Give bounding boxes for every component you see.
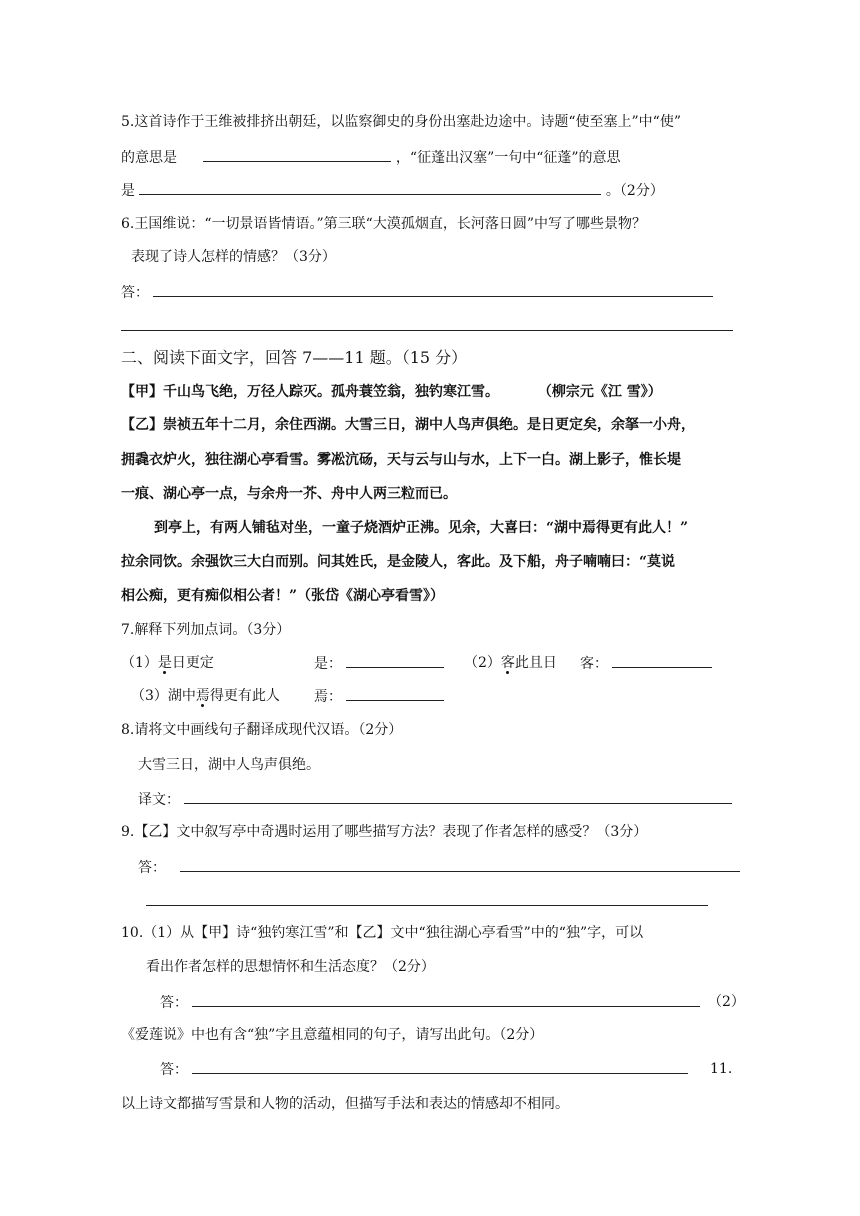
- q11-line1: 以上诗文都描写雪景和人物的活动，但描写手法和表达的情感却不相同。: [121, 1096, 569, 1112]
- q6-line1: 6.王国维说：“一切景语皆情语。”第三联“大漠孤烟直，长河落日圆”中写了哪些景物？: [121, 216, 646, 232]
- q9-answer-line-2[interactable]: [146, 905, 708, 906]
- q7-item1-blank[interactable]: [346, 653, 444, 668]
- q5-line3: [121, 180, 664, 201]
- q8-answer: [138, 789, 732, 810]
- yi-line6: 相公痴，更有痴似相公者！”（张岱《湖心亭看雪》）: [121, 588, 445, 604]
- q9-answer-label: 答：: [138, 860, 166, 876]
- q5-blank-zhengpeng[interactable]: [139, 180, 601, 195]
- q7-item3-answer: [314, 686, 444, 707]
- q10-answer1-label: 答：: [160, 995, 188, 1011]
- q7-item3-blank[interactable]: [346, 686, 444, 701]
- yi-line4: 到亭上，有两人铺毡对坐，一童子烧酒炉正沸。见余，大喜曰：“湖中焉得更有此人！”: [154, 520, 689, 536]
- q7-title: 7.解释下列加点词。（3分）: [121, 622, 291, 638]
- jia-poem: [121, 382, 662, 402]
- q7-item3-label: 焉：: [314, 689, 342, 705]
- q5-line1: 5.这首诗作于王维被排挤出朝廷，以监察御史的身份出塞赴边途中。诗题“使至塞上”中“使”: [121, 114, 681, 130]
- q7-item2-label: 客：: [580, 656, 608, 672]
- yi-line5: 拉余同饮。余强饮三大白而别。问其姓氏，是金陵人，客此。及下船，舟子喃喃曰：“莫说: [121, 554, 676, 570]
- q6-answer: [121, 282, 713, 303]
- q10-line1: 10.（1）从【甲】诗“独钓寒江雪”和【乙】文中“独往湖心亭看雪”中的“独”字，可以: [121, 925, 644, 941]
- q7-item1-dotted: 是: [157, 655, 172, 671]
- q5-line2-text-a: 的意思是: [121, 150, 177, 166]
- q6-answer-line-1[interactable]: [153, 282, 713, 297]
- yi-line2: 拥毳衣炉火，独往湖心亭看雪。雾凇沆砀，天与云与山与水，上下一白。湖上影子，惟长堤: [121, 452, 681, 468]
- q10-answer2-blank[interactable]: [192, 1059, 688, 1074]
- q10-answer1: [160, 992, 700, 1013]
- section2-heading: 二、阅读下面文字，回答 7——11 题。（15 分）: [121, 348, 468, 367]
- q6-answer-label: 答：: [121, 285, 149, 301]
- q10-line2: 看出作者怎样的思想情怀和生活态度？（2分）: [146, 959, 435, 975]
- q7-item2-pre: （2）: [464, 655, 501, 671]
- q7-item3-pre: （3）湖中: [131, 688, 196, 704]
- q8-answer-label: 译文：: [138, 792, 180, 808]
- q7-item2-blank[interactable]: [612, 653, 712, 668]
- q5-line3-text-b: 。（2分）: [605, 183, 664, 199]
- q10-part2-num: （2）: [708, 994, 745, 1010]
- q7-item3-post: 得更有此人: [209, 688, 280, 704]
- q5-blank-shi[interactable]: [203, 147, 391, 162]
- q7-item1: [121, 653, 214, 673]
- q10-answer1-blank[interactable]: [192, 992, 700, 1007]
- q7-item1-answer: [314, 653, 444, 674]
- q7-item3: [131, 686, 280, 706]
- q8-sentence: 大雪三日，湖中人鸟声俱绝。: [138, 757, 320, 773]
- q10-answer2: [160, 1059, 688, 1080]
- q7-item3-dotted: 焉: [195, 688, 210, 704]
- q9-answer-line-1[interactable]: [180, 857, 740, 872]
- q8-answer-blank[interactable]: [184, 789, 732, 804]
- jia-poem-source: （柳宗元《江 雪》）: [537, 384, 662, 400]
- q7-item2-dotted: 客: [500, 655, 515, 671]
- q9-title: 9.【乙】文中叙写亭中奇遇时运用了哪些描写方法？表现了作者怎样的感受？（3分）: [121, 824, 648, 840]
- q11-number: 11.: [710, 1061, 733, 1077]
- yi-line1: 【乙】崇祯五年十二月，余住西湖。大雪三日，湖中人鸟声俱绝。是日更定矣，余拏一小舟，: [121, 417, 695, 433]
- q5-line2-text-b: ，“征蓬出汉塞”一句中“征蓬”的意思: [395, 150, 621, 166]
- q10-line3: 《爱莲说》中也有含“独”字且意蕴相同的句子，请写出此句。（2分）: [121, 1027, 544, 1043]
- q5-line2: [121, 147, 621, 168]
- q7-item2: [464, 653, 557, 673]
- q7-item2-post: 此且日: [514, 655, 557, 671]
- q8-title: 8.请将文中画线句子翻译成现代汉语。（2分）: [121, 722, 403, 738]
- q9-answer: [138, 857, 740, 878]
- q10-answer2-label: 答：: [160, 1062, 188, 1078]
- jia-poem-text: 【甲】千山鸟飞绝，万径人踪灭。孤舟蓑笠翁，独钓寒江雪。: [121, 384, 499, 400]
- q7-item1-post: 日更定: [171, 655, 214, 671]
- q7-item1-pre: （1）: [121, 655, 158, 671]
- q5-line3-text-a: 是: [121, 183, 135, 199]
- q7-item2-answer: [580, 653, 712, 674]
- q6-answer-line-2[interactable]: [121, 330, 733, 331]
- yi-line3: 一痕、湖心亭一点，与余舟一芥、舟中人两三粒而已。: [121, 486, 457, 502]
- q6-line2: 表现了诗人怎样的情感？（3分）: [131, 249, 336, 265]
- q7-item1-label: 是：: [314, 656, 342, 672]
